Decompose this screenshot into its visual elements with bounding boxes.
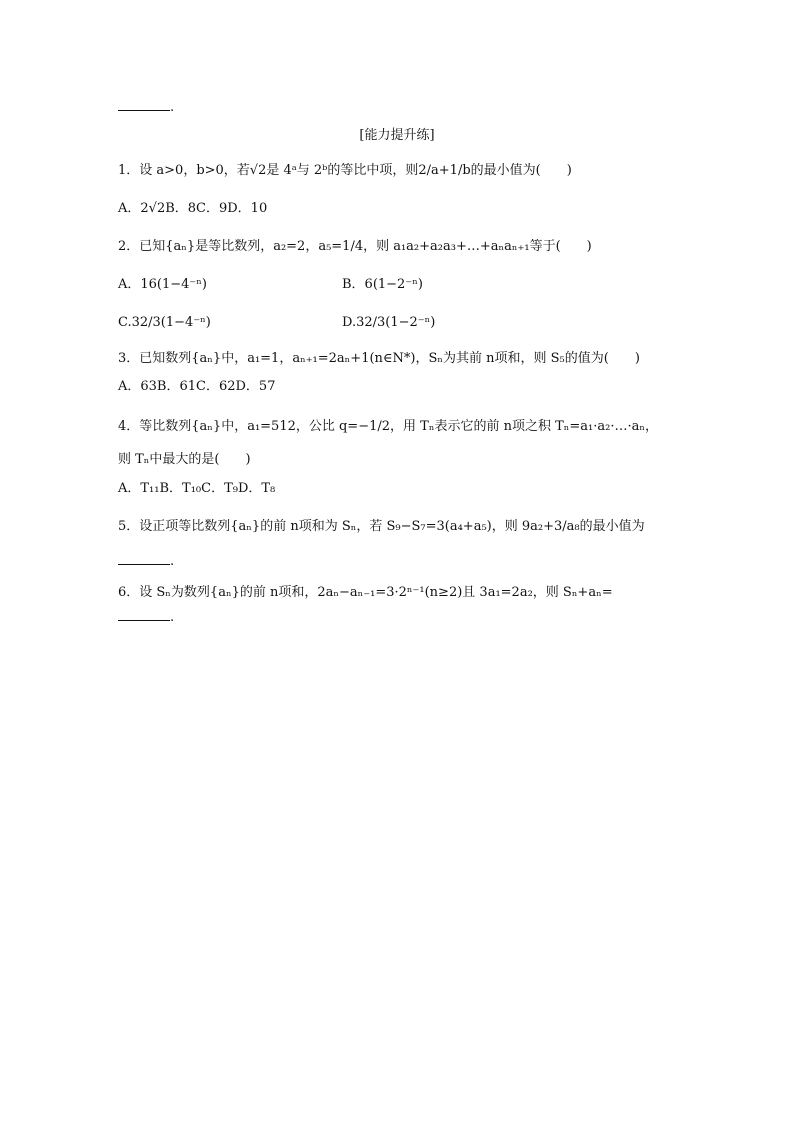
question-2-option-b: B．6(1−2⁻ⁿ): [342, 277, 423, 292]
answer-blank[interactable]: [118, 608, 170, 621]
question-4: 4．等比数列{aₙ}中，a₁=512，公比 q=−1/2，用 Tₙ表示它的前 n项之积 Tₙ=a₁·a₂·…·aₙ，: [118, 419, 658, 434]
question-5: 5．设正项等比数列{aₙ}的前 n项和为 Sₙ，若 S₉−S₇=3(a₄+a₅)，则 9a₂+3/a₈的最小值为: [118, 519, 645, 534]
question-2-option-d: D.32/3(1−2⁻ⁿ): [342, 315, 436, 330]
answer-blank[interactable]: [118, 98, 170, 111]
section-title: [能力提升练]: [359, 128, 435, 143]
question-2: 2．已知{aₙ}是等比数列，a₂=2，a₅=1/4，则 a₁a₂+a₂a₃+…+aₙaₙ₊₁等于( ): [118, 239, 592, 254]
question-1: 1．设 a>0，b>0，若√2是 4ᵃ与 2ᵇ的等比中项，则2/a+1/b的最小值为( ): [118, 163, 572, 178]
question-2-option-a: A．16(1−4⁻ⁿ): [118, 277, 207, 292]
question-1-options: A．2√2B．8C．9D．10: [118, 201, 268, 216]
question-3-options: A．63B．61C．62D．57: [118, 379, 276, 394]
answer-blank-line: .: [118, 98, 174, 117]
question-2-option-c: C.32/3(1−4⁻ⁿ): [118, 315, 211, 330]
question-4-line-2: 则 Tₙ中最大的是( ): [118, 452, 251, 467]
question-6-answer-line: .: [118, 608, 174, 627]
question-6: 6．设 Sₙ为数列{aₙ}的前 n项和，2aₙ−aₙ₋₁=3·2ⁿ⁻¹(n≥2)且 3a₁=2a₂，则 Sₙ+aₙ=: [118, 585, 613, 600]
answer-blank[interactable]: [118, 552, 170, 565]
question-5-answer-line: .: [118, 552, 174, 571]
question-4-options: A．T₁₁B．T₁₀C．T₉D．T₈: [118, 481, 276, 496]
question-3: 3．已知数列{aₙ}中，a₁=1，aₙ₊₁=2aₙ+1(n∈N*)，Sₙ为其前 n项和，则 S₅的值为( ): [118, 351, 640, 366]
